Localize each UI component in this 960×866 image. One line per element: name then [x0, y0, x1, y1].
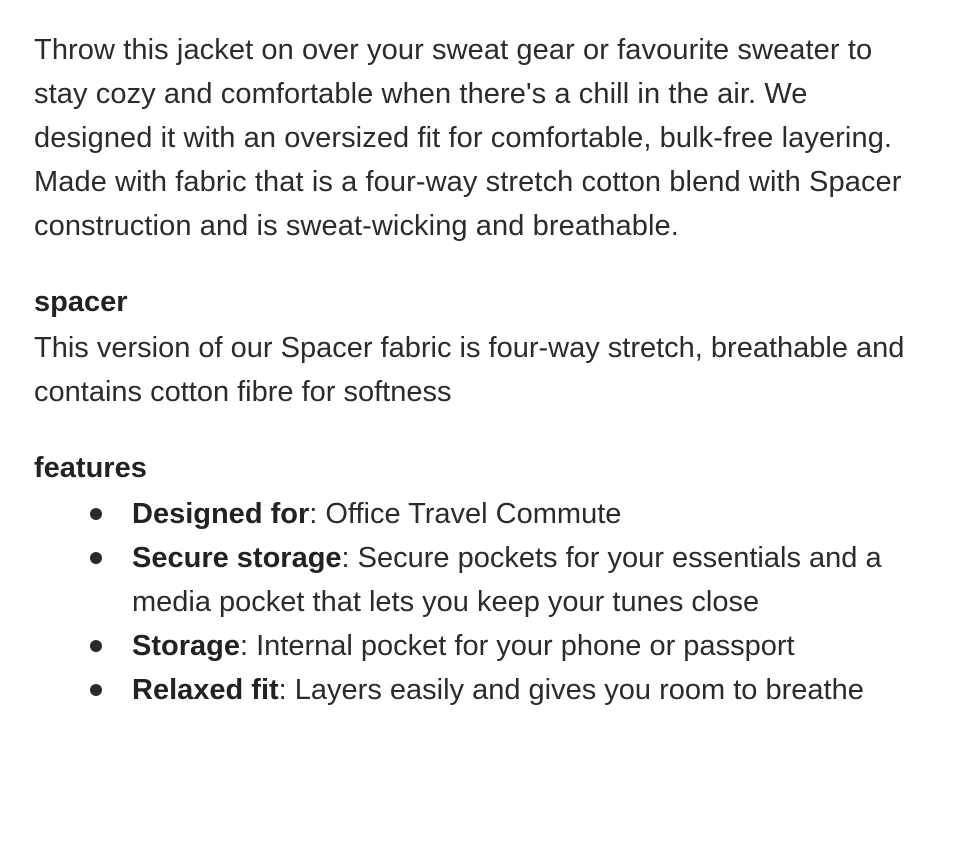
- feature-description: Office Travel Commute: [325, 498, 622, 530]
- bullet-icon: [90, 640, 102, 652]
- feature-name: Storage: [132, 630, 240, 662]
- bullet-icon: [90, 552, 102, 564]
- feature-item-designed-for: [132, 492, 930, 536]
- feature-separator: :: [341, 542, 358, 574]
- feature-description: Internal pocket for your phone or passport: [256, 630, 795, 662]
- feature-item-secure-storage: [132, 536, 930, 624]
- feature-item-relaxed-fit: [132, 668, 930, 712]
- feature-name: Designed for: [132, 498, 310, 530]
- features-heading: features: [34, 452, 147, 484]
- feature-separator: :: [278, 674, 295, 706]
- intro-paragraph: Throw this jacket on over your sweat gear or favourite sweater to stay cozy and comfortable when there's a chill in the air. We designed it with an oversized fit for comfortable, bulk-free layering. Made with fabric that is a four-way stretch cotton blend with Spacer construction and is sweat-wicking and breathable.: [34, 34, 902, 242]
- feature-separator: :: [239, 630, 257, 662]
- bullet-icon: [90, 684, 102, 696]
- spacer-heading: spacer: [34, 286, 128, 318]
- feature-item-storage: [132, 624, 930, 668]
- feature-description: Layers easily and gives you room to breathe: [294, 674, 864, 706]
- feature-separator: :: [309, 498, 326, 530]
- feature-name: Secure storage: [132, 542, 342, 574]
- spacer-description: This version of our Spacer fabric is four-way stretch, breathable and contains cotton fibre for softness: [34, 332, 905, 408]
- bullet-icon: [90, 508, 102, 520]
- feature-name: Relaxed fit: [132, 674, 279, 706]
- features-list: [34, 492, 930, 712]
- feature-description: Secure pockets for your essentials and a media pocket that lets you keep your tunes close: [132, 542, 882, 618]
